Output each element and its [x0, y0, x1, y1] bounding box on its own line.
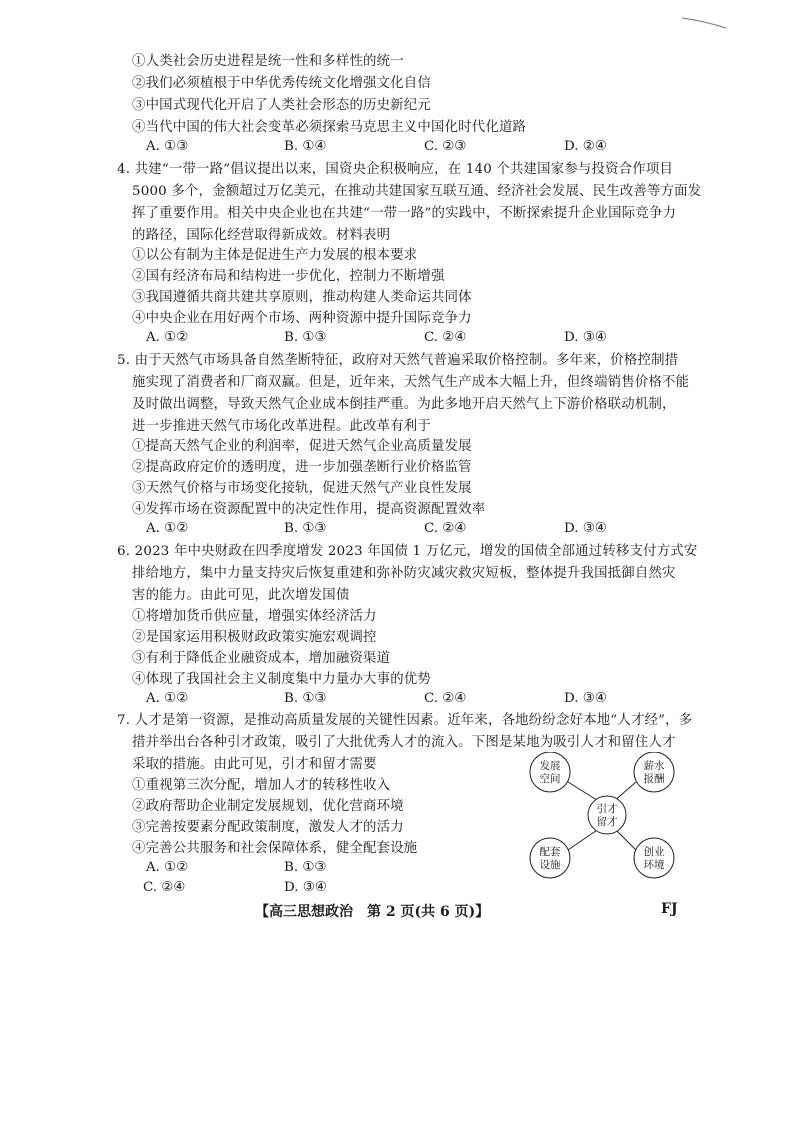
q5-stem-line-4: 进一步推进天然气市场化改革进程。此改革有利于 [132, 419, 431, 434]
connector-bottom-left [568, 828, 600, 850]
q6-stem-line-2: 排给地方，集中力量支持灾后恢复重建和弥补防灾减灾救灾短板，整体提升我国抵御自然灾 [132, 566, 676, 581]
q5-stem-line-3: 及时做出调整，导致天然气企业成本倒挂严重。为此多地开启天然气上下游价格联动机制， [132, 397, 676, 412]
q4-stem-line-1: 4. 共建“一带一路”倡议提出以来，国资央企积极响应，在 140 个共建国家参与投资合作项目 [117, 162, 674, 177]
q4-stem-line-4: 的路径，国际化经营取得新成效。材料表明 [132, 228, 391, 243]
q4-options [146, 328, 666, 348]
q4-option-b: B. ①③ [284, 330, 327, 345]
q6-options [146, 689, 666, 709]
label-bottom-left-1: 配套 [539, 846, 561, 858]
q7-options-row-2 [143, 878, 666, 898]
q3-options [146, 137, 666, 157]
q4-option-a: A. ①② [146, 330, 189, 345]
label-bottom-right-1: 创业 [643, 846, 665, 858]
q5-option-d: D. ③④ [564, 521, 607, 536]
label-top-right-2: 报酬 [643, 773, 665, 785]
q5-stem-line-1: 5. 由于天然气市场具备自然垄断特征，政府对天然气普遍采取价格控制。多年来，价格控制措 [117, 353, 679, 368]
q4-item-2: ②国有经济布局和结构进一步优化，控制力不断增强 [132, 269, 445, 284]
q3-item-1: ①人类社会历史进程是统一性和多样性的统一 [132, 54, 404, 69]
footer-page-info: 【高三思想政治 第 2 页(共 6 页)】 [255, 904, 490, 920]
q6-stem-line-1: 6. 2023 年中央财政在四季度增发 2023 年国债 1 万亿元，增发的国债全部通过转移支付方式安 [117, 544, 698, 559]
q4-stem-line-3: 挥了重要作用。相关中央企业也在共建“一带一路”的实践中，不断探索提升企业国际竞争力 [132, 206, 677, 221]
label-bottom-right-2: 环境 [643, 859, 665, 871]
q5-option-b: B. ①③ [284, 521, 327, 536]
q6-item-4: ④体现了我国社会主义制度集中力量办大事的优势 [132, 672, 431, 687]
q7-stem-line-1: 7. 人才是第一资源，是推动高质量发展的关键性因素。近年来，各地纷纷念好本地“人才经”，多 [117, 713, 693, 728]
q7-item-1: ①重视第三次分配，增加人才的转移性收入 [132, 778, 391, 793]
q5-item-1: ①提高天然气企业的利润率，促进天然气企业高质量发展 [132, 439, 472, 454]
footer-region-code: FJ [661, 901, 678, 917]
q7-option-b: B. ①③ [284, 860, 327, 875]
q3-option-b: B. ①④ [284, 139, 327, 154]
q4-item-1: ①以公有制为主体是促进生产力发展的根本要求 [132, 248, 418, 263]
q5-options [146, 519, 666, 539]
q7-item-2: ②政府帮助企业制定发展规划，优化营商环境 [132, 799, 404, 814]
q7-option-d: D. ③④ [284, 880, 327, 895]
q4-item-4: ④中央企业在用好两个市场、两种资源中提升国际竞争力 [132, 311, 472, 326]
node-top-right [634, 752, 674, 792]
q7-item-3: ③完善按要素分配政策制度，激发人才的活力 [132, 820, 404, 835]
q7-item-4: ④完善公共服务和社会保障体系，健全配套设施 [132, 841, 418, 856]
q3-option-c: C. ②③ [424, 139, 467, 154]
q4-stem-line-2: 5000 多个，金额超过万亿美元，在推动共建国家互联互通、经济社会发展、民生改善等方面发 [132, 184, 702, 199]
label-top-left-1: 发展 [539, 760, 561, 772]
label-top-right-1: 薪水 [643, 760, 665, 772]
q7-option-c: C. ②④ [143, 880, 186, 895]
corner-scan-mark [674, 12, 734, 32]
q6-option-a: A. ①② [146, 691, 189, 706]
q3-option-d: D. ②④ [564, 139, 607, 154]
q6-item-2: ②是国家运用积极财政政策实施宏观调控 [132, 630, 377, 645]
q7-stem-line-3: 采取的措施。由此可见，引才和留才需要 [132, 757, 377, 772]
q7-stem-line-2: 措并举出台各种引才政策，吸引了大批优秀人才的流入。下图是某地为吸引人才和留住人才 [132, 735, 676, 750]
q4-item-3: ③我国遵循共商共建共享原则，推动构建人类命运共同体 [132, 290, 472, 305]
node-bottom-right [634, 838, 674, 878]
q4-option-c: C. ②④ [424, 330, 467, 345]
q5-option-c: C. ②④ [424, 521, 467, 536]
label-center-1: 引才 [596, 803, 618, 815]
label-top-left-2: 空间 [539, 773, 561, 785]
node-bottom-left [530, 838, 570, 878]
q6-stem-line-3: 害的能力。由此可见，此次增发国债 [132, 588, 350, 603]
q3-item-4: ④当代中国的伟大社会变革必须探索马克思主义中国化时代化道路 [132, 120, 527, 135]
q6-option-c: C. ②④ [424, 691, 467, 706]
q5-item-4: ④发挥市场在资源配置中的决定性作用，提高资源配置效率 [132, 502, 486, 517]
q3-item-2: ②我们必须植根于中华优秀传统文化增强文化自信 [132, 76, 431, 91]
node-center [588, 796, 626, 834]
q3-option-a: A. ①③ [146, 139, 189, 154]
q4-option-d: D. ③④ [564, 330, 607, 345]
talent-measures-diagram [512, 752, 692, 880]
label-center-2: 留才 [596, 816, 618, 828]
q6-item-1: ①将增加货币供应量，增强实体经济活力 [132, 609, 377, 624]
q7-option-a: A. ①② [146, 860, 189, 875]
connector-top-left [568, 782, 600, 802]
q6-option-d: D. ③④ [564, 691, 607, 706]
label-bottom-left-2: 设施 [539, 859, 561, 871]
q3-item-3: ③中国式现代化开启了人类社会形态的历史新纪元 [132, 98, 431, 113]
q5-option-a: A. ①② [146, 521, 189, 536]
node-top-left [530, 752, 570, 792]
q5-stem-line-2: 施实现了消费者和厂商双赢。但是，近年来，天然气生产成本大幅上升，但终端销售价格不能 [132, 375, 690, 390]
q5-item-2: ②提高政府定价的透明度，进一步加强垄断行业价格监管 [132, 460, 472, 475]
q6-option-b: B. ①③ [284, 691, 327, 706]
q6-item-3: ③有利于降低企业融资成本，增加融资渠道 [132, 651, 391, 666]
q5-item-3: ③天然气价格与市场变化接轨，促进天然气产业良性发展 [132, 481, 472, 496]
